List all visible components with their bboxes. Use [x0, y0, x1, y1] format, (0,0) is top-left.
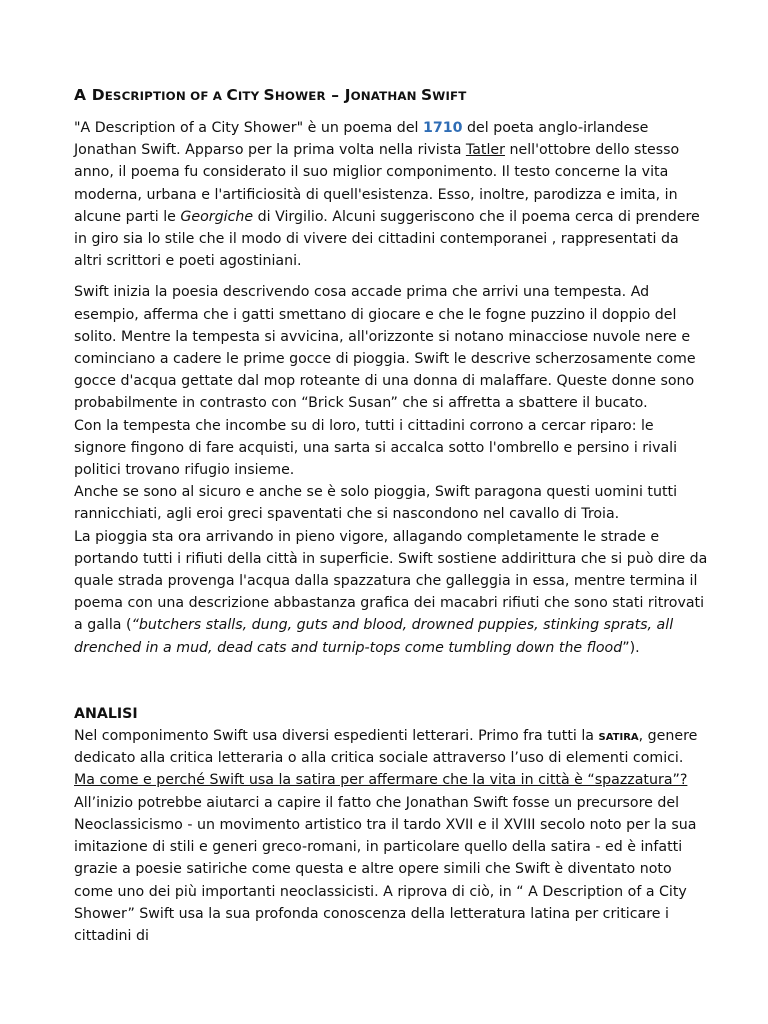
analisi-text: , genere dedicato alla critica letteraria o alla critica sociale attraverso l’uso di elementi comici. — [74, 728, 698, 767]
title-part: ITY — [237, 89, 264, 103]
title-part: J — [344, 86, 351, 104]
summary-sentence: La pioggia sta ora arrivando in pieno vigore, allagando completamente le strade e portando tutti i rifiuti della città in superficie. Swift sostiene addirittura che si può dire da quale strada provenga l'acqua dalla spazzatura che galleggia in essa, mentre termina il poema con una descrizione abbastanza grafica dei macabri rifiuti che sono stati ritrovati a galla ( — [74, 528, 708, 634]
title-part: ONATHAN — [350, 89, 421, 103]
summary-sentence: Swift inizia la poesia descrivendo cosa accade prima che arrivi una tempesta. Ad esempio, afferma che i gatti smettano di giocare e che le fogne puzzino il doppio del solito. Mentre la tempesta si avvicina, all'orizzonte si notano minacciose nuvole nere e cominciano a cadere le prime gocce di pioggia. Swift le descrive scherzosamente come gocce d'acqua gettate dal mop roteante di una donna di malaffare. Queste donne sono probabilmente in contrasto con “Brick Susan” che si affretta a sbattere il bucato. — [74, 284, 696, 412]
question-underlined: Ma come e perché Swift usa la satira per affermare che la vita in città è “spazzatura”? — [74, 772, 688, 789]
title-part: A D — [74, 86, 105, 104]
summary-sentence: Anche se sono al sicuro e anche se è solo pioggia, Swift paragona questi uomini tutti rannicchiati, agli eroi greci spaventati che si nascondono nel cavallo di Troia. — [74, 484, 678, 523]
title-part: WIFT — [432, 89, 467, 103]
year-highlight: 1710 — [423, 120, 463, 136]
summary-sentence: ”). — [622, 639, 640, 656]
intro-text: nell'ottobre dello stesso anno, il poema fu considerato il suo miglior componimento. Il testo concerne la vita moderna, urbana e l'artificiosità di quell'esistenza. Esso, inoltre, parodizza e imita, in alcune parti le — [74, 142, 680, 225]
summary-sentence: Con la tempesta che incombe su di loro, tutti i cittadini corrono a cercar riparo: le signore fingono di fare acquisti, una sarta si accalca sotto l'ombrello e persino i rivali politici trovano rifugio insieme. — [74, 417, 678, 479]
document-title — [74, 84, 708, 107]
title-part: ESCRIPTION OF A — [104, 89, 227, 103]
satira-smallcaps: satira — [598, 728, 639, 745]
intro-paragraph — [74, 117, 708, 272]
georgiche-italic: Georgiche — [180, 208, 254, 225]
title-part: S — [420, 86, 433, 104]
intro-text: di Virgilio. Alcuni suggeriscono che il poema cerca di prendere in giro sia lo stile che il modo di vivere dei cittadini contemporanei , rappresentati da altri scrittori e poeti agostiniani. — [74, 208, 700, 270]
intro-text: del poeta anglo-irlandese Jonathan Swift. Apparso per la prima volta nella rivista — [74, 120, 649, 159]
title-part: HOWER — [274, 89, 326, 103]
analisi-heading: ANALISI — [74, 705, 138, 722]
intro-text: "A Description of a City Shower" è un poema del — [74, 120, 423, 136]
analisi-text: Nel componimento Swift usa diversi espedienti letterari. Primo fra tutti la — [74, 728, 599, 745]
analisi-body: All’inizio potrebbe aiutarci a capire il fatto che Jonathan Swift fosse un precursore del Neoclassicismo - un movimento artistico tra il tardo XVII e il XVIII secolo noto per la sua imitazione di stili e generi greco-romani, in particolare quello della satira - ed è infatti grazie a poesie satiriche come questa e altre opere simili che Swift è diventato noto come uno dei più importanti neoclassicisti. A riprova di ciò, in “ A Description of a City Shower” Swift usa la sua profonda conoscenza della letteratura latina per criticare i cittadini di — [74, 794, 697, 944]
analisi-paragraph — [74, 725, 708, 947]
title-part: C — [226, 86, 238, 104]
title-part: S — [263, 86, 275, 104]
tatler-underlined: Tatler — [465, 142, 505, 159]
poem-quote-italic: “butchers stalls, dung, guts and blood, drowned puppies, stinking sprats, all drenched in a mud, dead cats and turnip-tops come tumbling down the flood — [74, 617, 674, 656]
summary-paragraph — [74, 281, 708, 658]
title-part: – — [325, 86, 345, 104]
